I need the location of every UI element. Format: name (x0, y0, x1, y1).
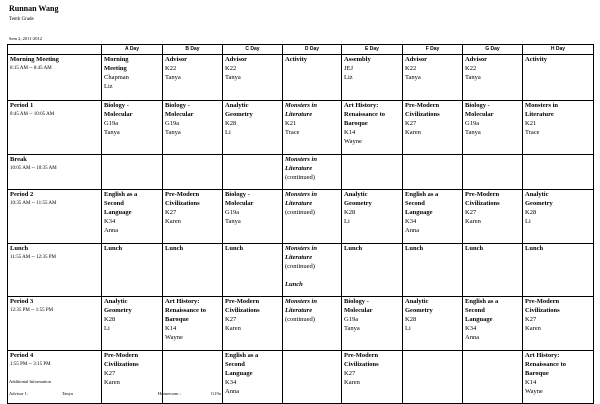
class-line: K34 (225, 378, 237, 386)
period-label: Break (10, 156, 27, 163)
class-line: Molecular (225, 199, 254, 207)
class-line: Monsters in (285, 245, 317, 252)
day-header: E Day (342, 45, 403, 55)
class-cell (403, 351, 463, 404)
class-line: Tanya (104, 128, 120, 136)
day-header-row (8, 45, 594, 55)
class-line: Civilizations (344, 360, 379, 368)
corner-cell (8, 45, 102, 55)
class-line: Tanya (465, 128, 481, 136)
class-line: K27 (225, 315, 237, 323)
class-line: Art History: (165, 298, 200, 305)
class-line: Advisor (465, 56, 488, 63)
class-line: Analytic (104, 298, 128, 305)
class-line: K22 (465, 64, 477, 72)
class-line: Activity (525, 56, 548, 63)
class-line: Renaissance to (165, 306, 206, 314)
schedule-row (8, 297, 594, 351)
class-line: Literature (285, 199, 313, 207)
class-cell (223, 351, 283, 404)
schedule-row (8, 351, 594, 404)
class-line: Biology - (165, 102, 190, 109)
class-cell (463, 155, 523, 190)
class-cell (403, 244, 463, 297)
schedule-row (8, 155, 594, 190)
class-cell (283, 351, 342, 404)
period-time: 12:35 PM -- 1:55 PM (10, 307, 54, 313)
class-line: English as a (225, 352, 259, 359)
class-line: Art History: (525, 352, 560, 359)
class-cell (223, 244, 283, 297)
class-cell (403, 55, 463, 101)
class-line: Analytic (225, 102, 249, 109)
schedule-row (8, 55, 594, 101)
class-cell (102, 351, 163, 404)
class-line: Civilizations (405, 110, 440, 118)
class-line: Biology - (344, 298, 369, 305)
class-line: G19a (165, 119, 180, 127)
schedule-row (8, 101, 594, 155)
class-line: G19a (225, 208, 240, 216)
class-line: Pre-Modern (465, 191, 500, 198)
class-line: K34 (104, 217, 116, 225)
class-cell (342, 155, 403, 190)
class-line: Lunch (225, 245, 244, 252)
class-line: Tanya (225, 73, 241, 81)
class-cell (223, 190, 283, 244)
class-cell (163, 190, 223, 244)
class-cell (283, 297, 342, 351)
class-line: Baroque (525, 369, 549, 377)
period-label: Period 1 (10, 102, 34, 109)
class-line: Advisor (165, 56, 188, 63)
period-cell (8, 297, 102, 351)
class-line: Analytic (405, 298, 429, 305)
class-cell (102, 297, 163, 351)
class-line: Civilizations (104, 360, 139, 368)
class-line: Chapman (104, 73, 129, 81)
class-cell (223, 297, 283, 351)
class-cell (283, 155, 342, 190)
class-cell (102, 190, 163, 244)
class-line: K14 (525, 378, 537, 386)
class-line: English as a (465, 298, 499, 305)
class-line: (continued) (285, 208, 315, 216)
schedule-table (7, 44, 594, 404)
period-label: Morning Meeting (10, 56, 59, 63)
class-cell (403, 155, 463, 190)
period-cell (8, 55, 102, 101)
class-line: Assembly (344, 56, 371, 63)
class-line: Literature (285, 306, 313, 314)
period-time: 11:55 AM -- 12:35 PM (10, 254, 56, 260)
class-line: Monsters in (285, 191, 317, 198)
class-cell (463, 297, 523, 351)
class-line: Karen (344, 378, 360, 386)
class-cell (223, 101, 283, 155)
class-cell (283, 190, 342, 244)
class-line: Pre-Modern (344, 352, 379, 359)
class-line: Language (104, 208, 132, 216)
grade-label: Tenth Grade (9, 17, 34, 22)
period-cell (8, 101, 102, 155)
class-line: (continued) (285, 262, 315, 270)
class-line: Lunch (344, 245, 363, 252)
class-cell (102, 101, 163, 155)
class-cell (463, 190, 523, 244)
period-time: 8:45 AM -- 10:05 AM (10, 111, 55, 117)
class-line: G19a (104, 119, 119, 127)
class-line: Pre-Modern (104, 352, 139, 359)
class-cell (163, 55, 223, 101)
class-line: K22 (165, 64, 177, 72)
class-cell (102, 55, 163, 101)
class-line: Activity (285, 56, 308, 63)
class-cell (342, 351, 403, 404)
class-line: Tanya (405, 73, 421, 81)
class-line: Anna (104, 226, 119, 234)
class-cell (523, 244, 594, 297)
class-line: K14 (344, 128, 356, 136)
class-line: Geometry (525, 199, 553, 207)
class-line: Karen (104, 378, 120, 386)
class-line: Meeting (104, 64, 127, 72)
class-line: K27 (165, 208, 177, 216)
period-time: 10:35 AM -- 11:55 AM (10, 200, 57, 206)
class-line: K21 (525, 119, 537, 127)
class-line: Liz (104, 82, 113, 90)
class-line: Wayne (165, 333, 183, 341)
class-cell (102, 155, 163, 190)
day-header: H Day (523, 45, 594, 55)
additional-info-title: Additional Information (9, 379, 51, 384)
class-line: Geometry (104, 306, 132, 314)
class-line: K28 (525, 208, 537, 216)
class-cell (223, 155, 283, 190)
class-line: K27 (465, 208, 477, 216)
advisor-label: Advisor 1: (9, 391, 29, 396)
class-line: Anna (465, 333, 480, 341)
class-cell (403, 297, 463, 351)
class-line: Karen (465, 217, 481, 225)
class-line: K27 (405, 119, 417, 127)
class-cell (523, 101, 594, 155)
class-line: Literature (285, 164, 313, 172)
class-line: Molecular (344, 306, 373, 314)
class-line: Molecular (104, 110, 133, 118)
class-cell (403, 190, 463, 244)
class-line: Second (465, 306, 485, 314)
class-line: Molecular (165, 110, 194, 118)
class-cell (463, 351, 523, 404)
class-line: Baroque (165, 315, 189, 323)
class-line: Pre-Modern (405, 102, 440, 109)
class-line: Lunch (104, 245, 123, 252)
class-cell (342, 101, 403, 155)
class-line: Literature (285, 110, 313, 118)
class-line: Literature (285, 253, 313, 261)
class-line: Civilizations (225, 306, 260, 314)
class-line: Li (405, 324, 411, 332)
class-line: Baroque (344, 119, 368, 127)
class-line (285, 272, 339, 281)
class-line: Pre-Modern (225, 298, 260, 305)
class-line: K34 (405, 217, 417, 225)
class-line: Geometry (344, 199, 372, 207)
class-line: K22 (405, 64, 417, 72)
class-line: Second (225, 360, 245, 368)
class-line: Analytic (525, 191, 549, 198)
class-line: K34 (465, 324, 477, 332)
day-header: C Day (223, 45, 283, 55)
class-line: Monsters in (285, 102, 317, 109)
class-line: Second (405, 199, 425, 207)
class-cell (523, 55, 594, 101)
class-cell (523, 190, 594, 244)
class-line: Trace (525, 128, 540, 136)
period-cell (8, 190, 102, 244)
period-cell (8, 244, 102, 297)
class-line: (continued) (285, 173, 315, 181)
day-header: B Day (163, 45, 223, 55)
class-line: Monsters in (525, 102, 559, 109)
class-cell (342, 190, 403, 244)
class-cell (163, 155, 223, 190)
class-line: Language (405, 208, 433, 216)
class-line: Li (344, 217, 350, 225)
class-line: Molecular (465, 110, 494, 118)
class-line: Tanya (165, 128, 181, 136)
day-header: A Day (102, 45, 163, 55)
class-line: Monsters in (285, 156, 317, 163)
class-line: Pre-Modern (525, 298, 560, 305)
schedule-row (8, 244, 594, 297)
schedule-body (8, 55, 594, 404)
advisor-value: Tanya (62, 391, 73, 396)
class-line: Tanya (165, 73, 181, 81)
period-label: Period 3 (10, 298, 34, 305)
class-line: Civilizations (525, 306, 560, 314)
class-line: Morning (104, 56, 129, 63)
class-line: JEJ (344, 64, 354, 72)
day-header: G Day (463, 45, 523, 55)
class-cell (463, 55, 523, 101)
class-cell (283, 55, 342, 101)
class-line: Biology - (225, 191, 250, 198)
class-line: Li (525, 217, 531, 225)
class-cell (342, 244, 403, 297)
class-line: Analytic (344, 191, 368, 198)
homeroom-label: Homeroom : (158, 391, 181, 396)
class-cell (102, 244, 163, 297)
class-line: Literature (525, 110, 554, 118)
class-line: Civilizations (165, 199, 200, 207)
class-line: Advisor (405, 56, 428, 63)
class-line: Anna (405, 226, 420, 234)
class-cell (163, 244, 223, 297)
class-cell (223, 55, 283, 101)
class-line: Monsters in (285, 298, 317, 305)
class-line: Anna (225, 387, 240, 395)
class-line: Art History: (344, 102, 379, 109)
class-line: Trace (285, 128, 300, 136)
class-line: Lunch (525, 245, 544, 252)
class-line: Civilizations (465, 199, 500, 207)
class-cell (163, 297, 223, 351)
class-line: Biology - (465, 102, 490, 109)
class-line: Biology - (104, 102, 129, 109)
day-header: F Day (403, 45, 463, 55)
class-line: K27 (344, 369, 356, 377)
class-line: Renaissance to (344, 110, 385, 118)
class-line: Wayne (525, 387, 543, 395)
class-line: (continued) (285, 315, 315, 323)
class-line: Second (104, 199, 124, 207)
class-line: K22 (225, 64, 237, 72)
period-label: Lunch (10, 245, 29, 252)
homeroom-value: G19a (211, 391, 221, 396)
class-line: K14 (165, 324, 177, 332)
class-line: K28 (104, 315, 116, 323)
class-line: K28 (405, 315, 417, 323)
class-line: Language (225, 369, 253, 377)
class-cell (463, 244, 523, 297)
class-line: Tanya (344, 324, 360, 332)
class-line: Tanya (225, 217, 241, 225)
class-line: Geometry (225, 110, 253, 118)
period-time: 10:05 AM -- 10:35 AM (10, 165, 57, 171)
day-header: D Day (283, 45, 342, 55)
class-line: K21 (285, 119, 297, 127)
class-line: Advisor (225, 56, 248, 63)
class-line: K28 (344, 208, 356, 216)
class-line: English as a (405, 191, 439, 198)
class-line: Li (225, 128, 231, 136)
class-line: Karen (165, 217, 181, 225)
class-cell (163, 101, 223, 155)
period-label: Period 2 (10, 191, 34, 198)
class-line: Lunch (285, 280, 303, 288)
class-line: Karen (525, 324, 541, 332)
class-line: Pre-Modern (165, 191, 200, 198)
class-cell (283, 244, 342, 297)
class-cell (523, 351, 594, 404)
class-cell (523, 155, 594, 190)
period-cell (8, 155, 102, 190)
class-line: Lunch (165, 245, 184, 252)
class-line: Language (465, 315, 493, 323)
class-line: Geometry (405, 306, 433, 314)
class-line: Lunch (465, 245, 484, 252)
class-line: Wayne (344, 137, 362, 145)
class-line: Lunch (405, 245, 424, 252)
semester-date: Sem 2, 2011-2012 (9, 36, 42, 41)
class-cell (403, 101, 463, 155)
class-line: K27 (525, 315, 537, 323)
class-cell (283, 101, 342, 155)
class-line: Li (104, 324, 110, 332)
class-cell (523, 297, 594, 351)
schedule-row (8, 190, 594, 244)
class-cell (342, 55, 403, 101)
class-line: K28 (225, 119, 237, 127)
class-line: Karen (405, 128, 421, 136)
class-line: English as a (104, 191, 138, 198)
student-name: Runnan Wang (9, 4, 59, 13)
class-line: Karen (225, 324, 241, 332)
class-line: G19a (465, 119, 480, 127)
class-line: K27 (104, 369, 116, 377)
class-line: Renaissance to (525, 360, 566, 368)
class-cell (342, 297, 403, 351)
period-label: Period 4 (10, 352, 34, 359)
class-line: G19a (344, 315, 359, 323)
class-line: Liz (344, 73, 353, 81)
class-cell (463, 101, 523, 155)
period-time: 8:15 AM -- 8:45 AM (10, 65, 52, 71)
class-line: Tanya (465, 73, 481, 81)
period-time: 1:55 PM -- 3:15 PM (10, 361, 51, 367)
